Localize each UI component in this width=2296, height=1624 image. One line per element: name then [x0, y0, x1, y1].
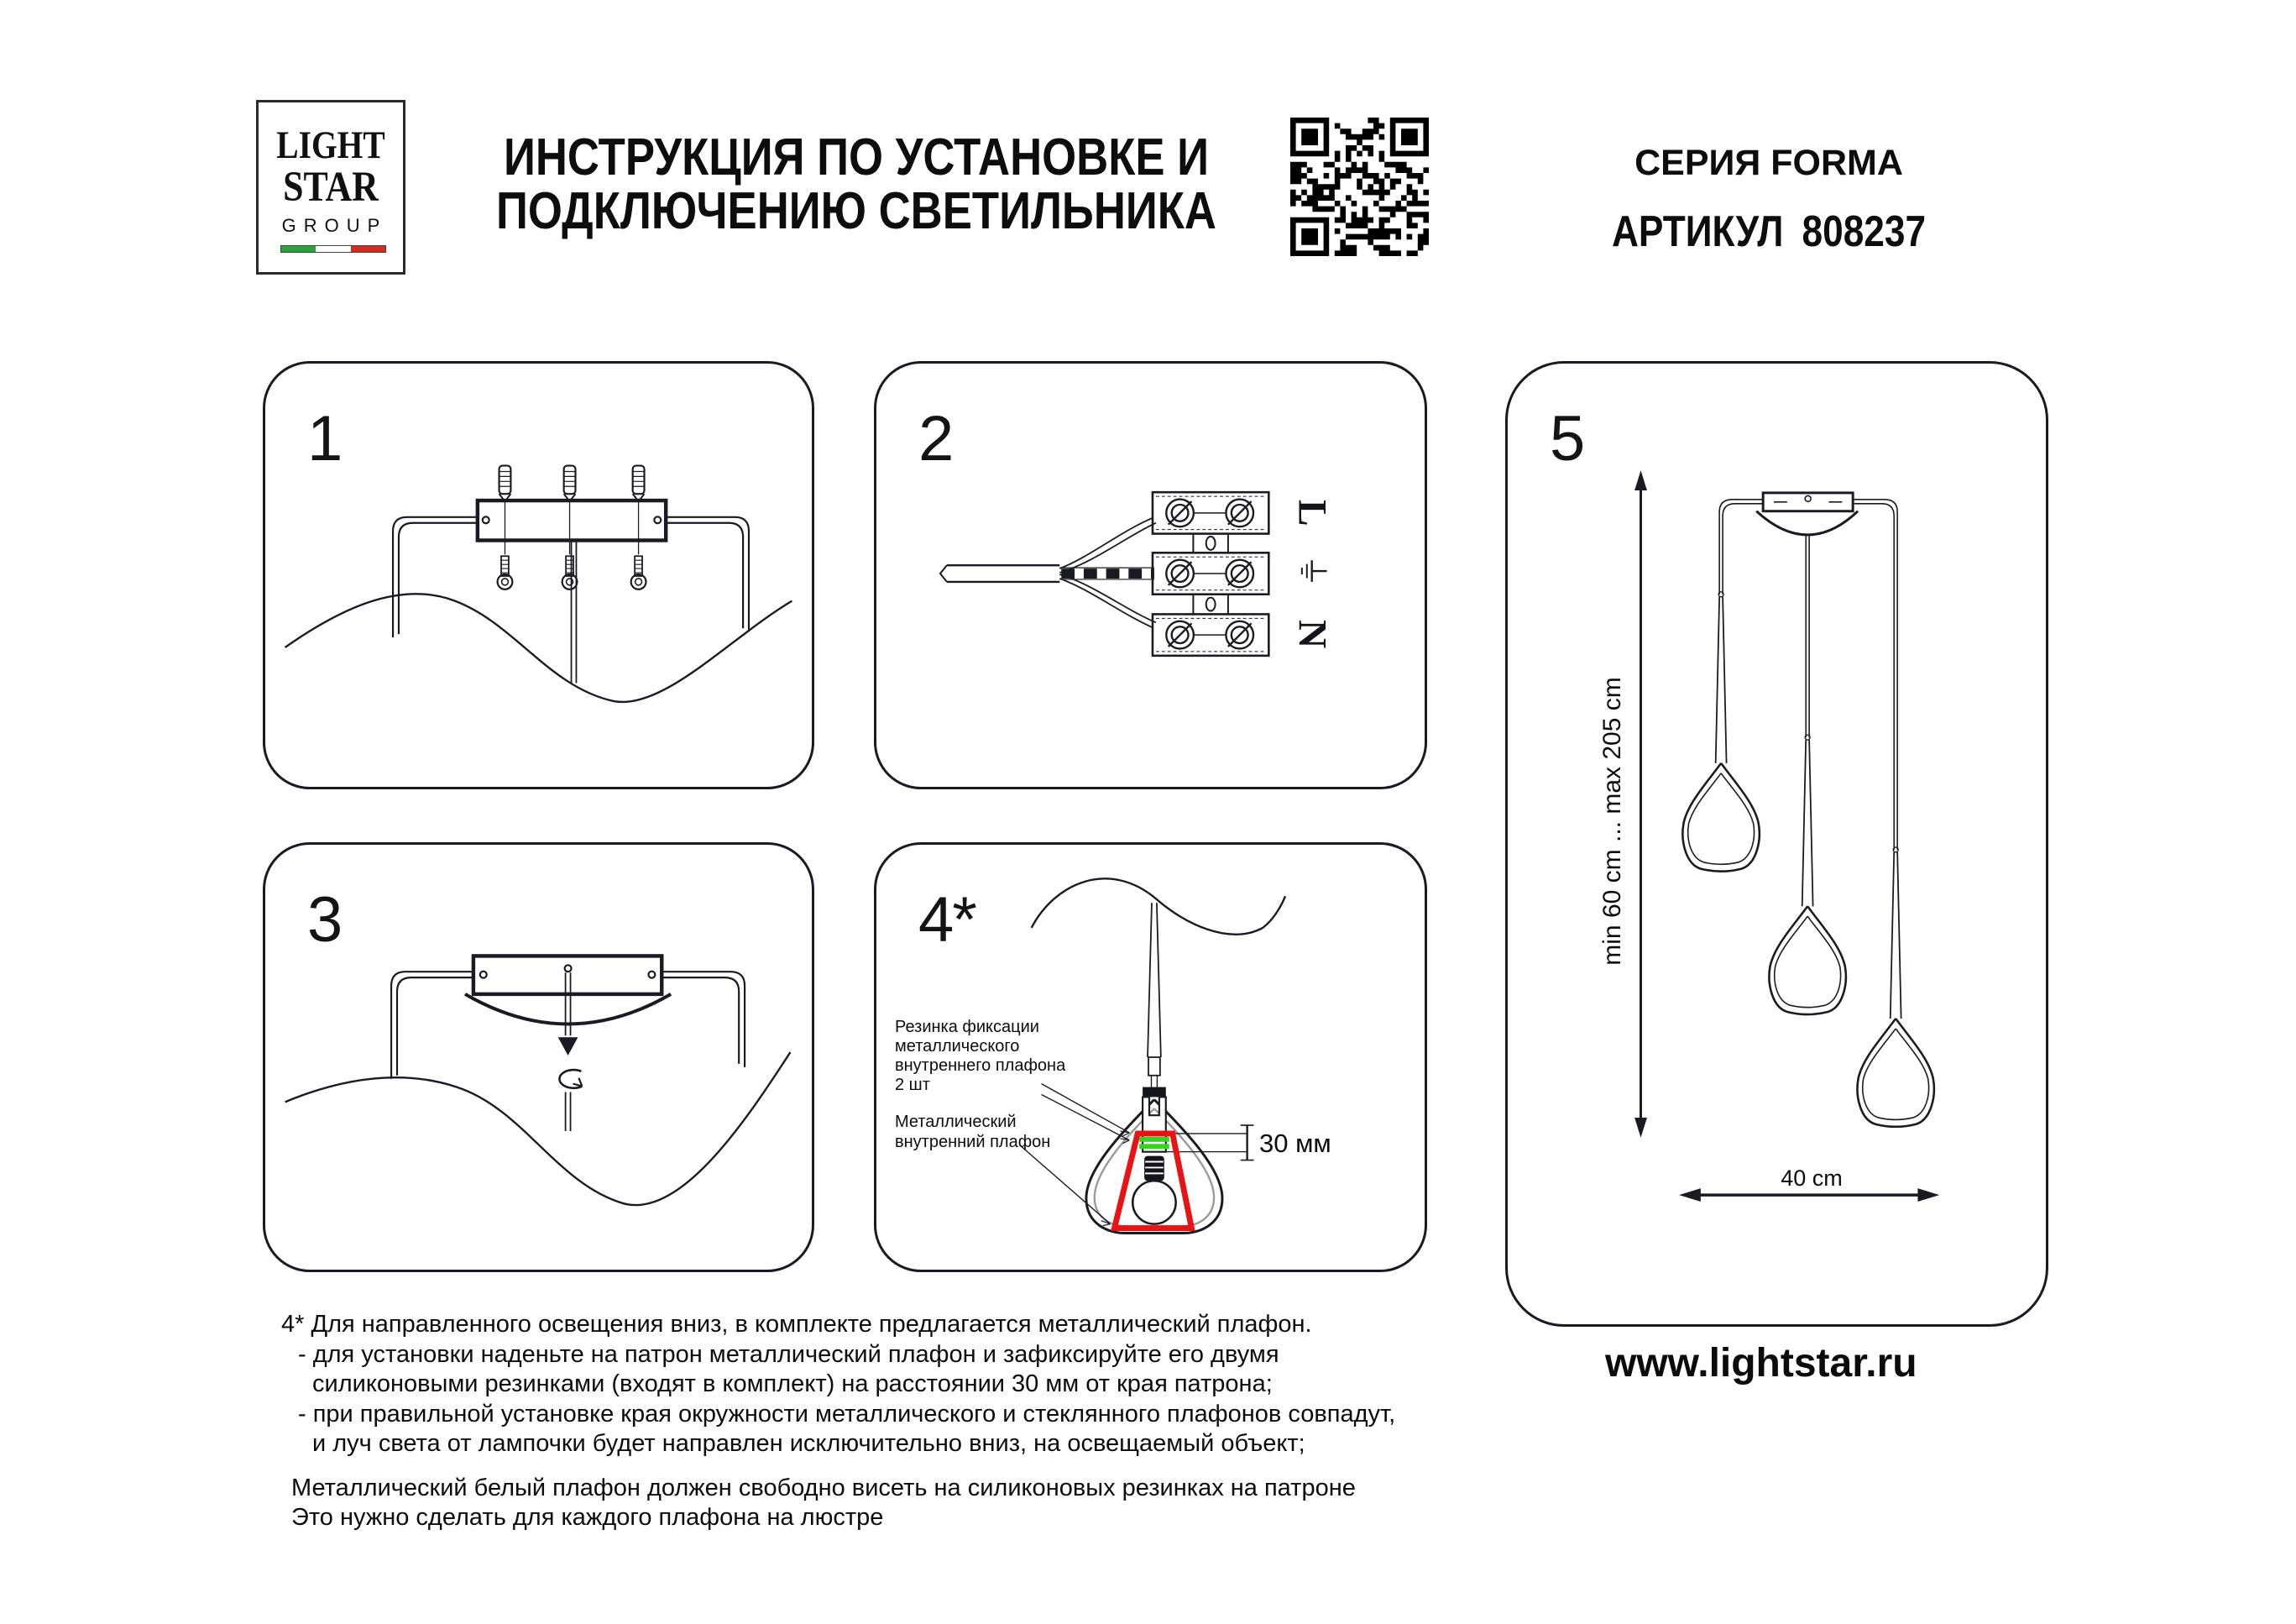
- rubber-band-label: Резинка фиксации металлического внутреннего плафона 2 шт: [895, 1018, 1066, 1094]
- step-number-3: 3: [307, 884, 342, 956]
- step-panel-1: [263, 361, 814, 789]
- step-number-1: 1: [307, 403, 342, 474]
- canopy-install-drawing: [265, 845, 812, 1270]
- page-title-line2: ПОДКЛЮЧЕНИЮ СВЕТИЛЬНИКА: [496, 182, 1216, 240]
- metal-shade-label: Металлический внутренний плафон: [895, 1113, 1051, 1151]
- step-number-4: 4*: [918, 884, 975, 956]
- website-link: www.lightstar.ru: [1605, 1341, 1917, 1386]
- dimension-30mm: 30 мм: [1259, 1129, 1331, 1158]
- note-line: силиконовыми резинками (входят в комплект) на расстоянии 30 мм от края патрона;: [312, 1370, 1273, 1397]
- terminal-label-neutral: N: [1289, 620, 1334, 649]
- note-line: 4* Для направленного освещения вниз, в комплекте предлагается металлический плафон.: [281, 1311, 1312, 1338]
- italian-flag-bar: [280, 245, 386, 253]
- note-line: Это нужно сделать для каждого плафона на люстре: [291, 1504, 884, 1531]
- step-number-5: 5: [1550, 403, 1584, 474]
- article-line: [1591, 207, 1948, 257]
- step-panel-2: [874, 361, 1427, 789]
- flag-white-segment: [316, 246, 350, 252]
- page-title-line1: ИНСТРУКЦИЯ ПО УСТАНОВКЕ И: [503, 128, 1210, 186]
- dimension-width-40cm: 40 cm: [1781, 1166, 1843, 1191]
- lightstar-logo: [256, 100, 405, 275]
- step-panel-3: [263, 842, 814, 1272]
- note-line: Металлический белый плафон должен свободно висеть на силиконовых резинках на патроне: [291, 1474, 1356, 1501]
- note-line: - при правильной установке края окружности металлического и стеклянного плафонов совпадут,: [298, 1400, 1396, 1428]
- step-panel-4: [874, 842, 1427, 1272]
- logo-word-light: LIGHT: [276, 123, 385, 167]
- page-title: [393, 128, 1321, 240]
- article-number: 808237: [1802, 207, 1927, 256]
- article-label: АРТИКУЛ: [1611, 207, 1784, 256]
- flag-green-segment: [281, 246, 316, 252]
- mounting-bracket-drawing: [265, 364, 812, 787]
- logo-word-star: STAR: [283, 164, 379, 211]
- step-number-2: 2: [918, 403, 953, 474]
- installation-notes: [281, 1310, 1395, 1533]
- note-line: и луч света от лампочки будет направлен исключительно вниз, на освещаемый объект;: [312, 1430, 1305, 1457]
- step-panel-5: [1505, 361, 2048, 1327]
- dimension-height-range: min 60 cm ... max 205 cm: [1598, 677, 1626, 966]
- series-label: СЕРИЯ FORMA: [1634, 143, 1903, 183]
- terminal-block-drawing: [876, 364, 1425, 787]
- flag-red-segment: [351, 246, 385, 252]
- note-line: - для установки наденьте на патрон металлический плафон и зафиксируйте его двумя: [298, 1340, 1279, 1368]
- terminal-label-live: L: [1289, 500, 1334, 526]
- qr-code: [1290, 118, 1429, 256]
- logo-word-group: GROUP: [281, 215, 388, 236]
